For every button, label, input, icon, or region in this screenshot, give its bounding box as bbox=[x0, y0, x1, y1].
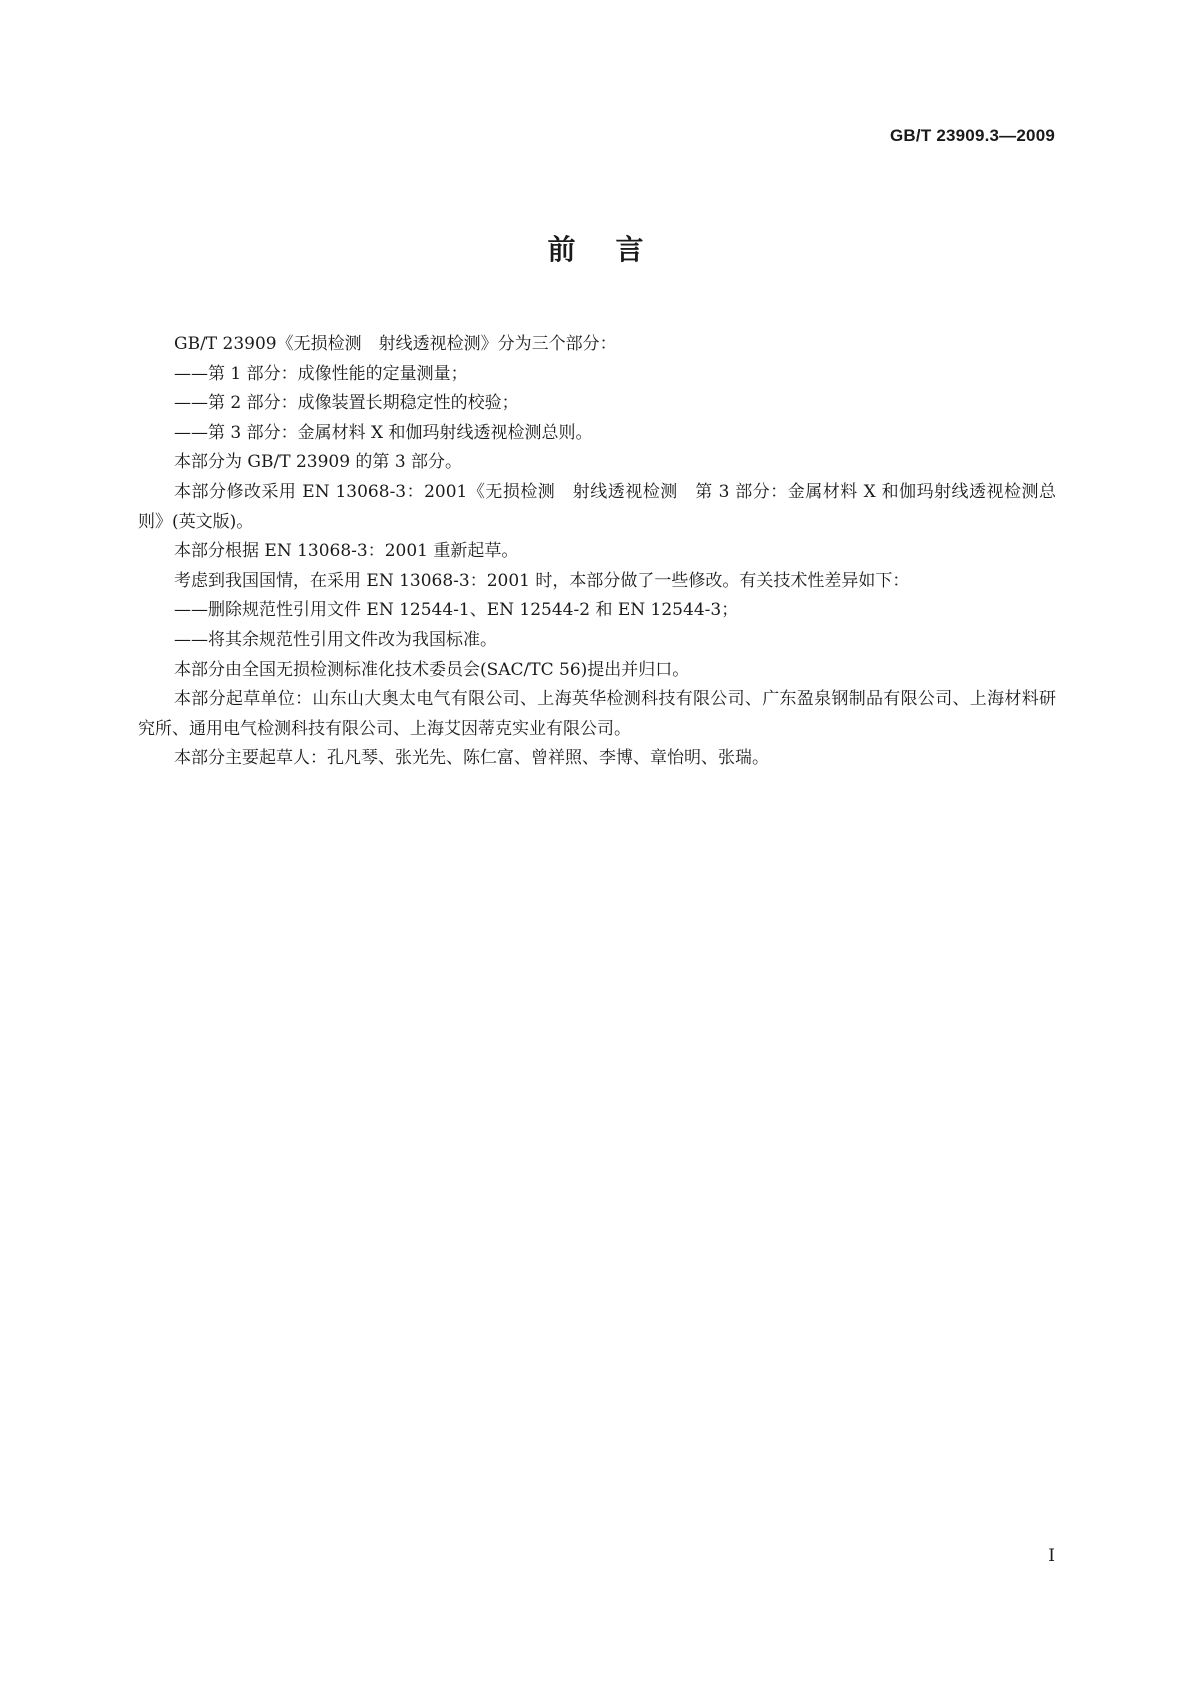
paragraph-proposed-by: 本部分由全国无损检测标准化技术委员会(SAC/TC 56)提出并归口。 bbox=[174, 659, 690, 680]
list-item-part-2: ——第 2 部分：成像装置长期稳定性的校验； bbox=[174, 393, 519, 414]
foreword-body bbox=[138, 330, 1056, 774]
paragraph-parts-intro: GB/T 23909《无损检测 射线透视检测》分为三个部分： bbox=[174, 334, 617, 354]
paragraph-drafting-units: 本部分起草单位：山东山大奥太电气有限公司、上海英华检测科技有限公司、广东盈泉钢制品有限公司、上海材料研究所、通用电气检测科技有限公司、上海艾因蒂克实业有限公司。 bbox=[138, 689, 1056, 739]
paragraph-this-part: 本部分为 GB/T 23909 的第 3 部分。 bbox=[174, 452, 463, 473]
paragraph-differences-intro: 考虑到我国国情，在采用 EN 13068-3：2001 时，本部分做了一些修改。有关技术性差异如下： bbox=[174, 570, 910, 591]
paragraph-adoption: 本部分修改采用 EN 13068-3：2001《无损检测 射线透视检测 第 3 部分：金属材料 X 和伽玛射线透视检测总则》(英文版)。 bbox=[138, 481, 1056, 532]
paragraph-redrafted: 本部分根据 EN 13068-3：2001 重新起草。 bbox=[174, 541, 519, 562]
list-item-part-1: ——第 1 部分：成像性能的定量测量； bbox=[174, 363, 468, 384]
list-item-part-3: ——第 3 部分：金属材料 X 和伽玛射线透视检测总则。 bbox=[174, 422, 593, 443]
page-title: 前言 bbox=[547, 233, 684, 266]
list-item-difference-2: ——将其余规范性引用文件改为我国标准。 bbox=[174, 629, 497, 650]
page-number: I bbox=[1048, 1546, 1055, 1566]
paragraph-drafters: 本部分主要起草人：孔凡琴、张光先、陈仁富、曾祥照、李博、章怡明、张瑞。 bbox=[174, 748, 769, 769]
standard-number: GB/T 23909.3—2009 bbox=[890, 126, 1055, 145]
list-item-difference-1: ——删除规范性引用文件 EN 12544-1、EN 12544-2 和 EN 12544-3； bbox=[174, 600, 739, 621]
